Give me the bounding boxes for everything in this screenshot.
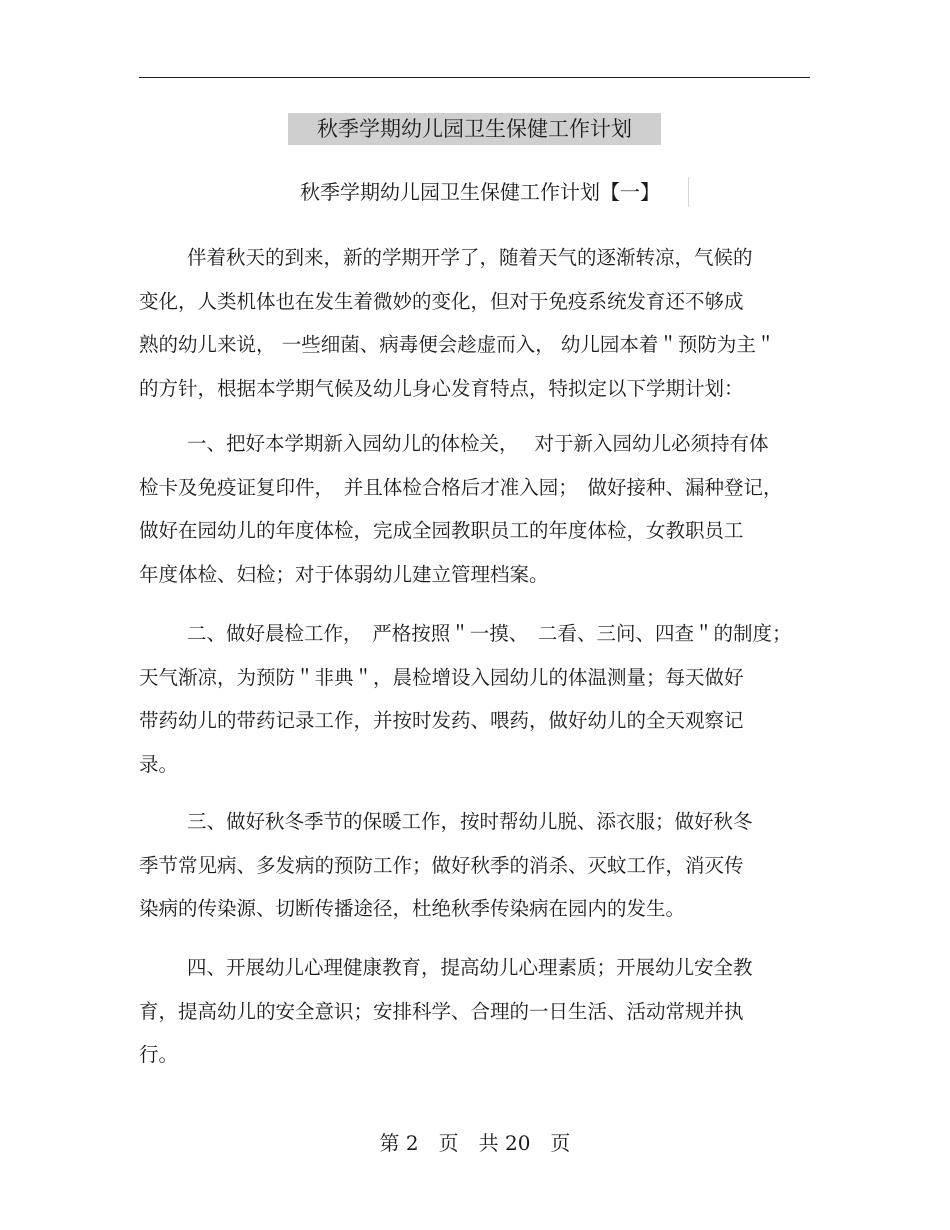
paragraph-line: 的方针，根据本学期气候及幼儿身心发育特点，特拟定以下学期计划： xyxy=(139,376,744,400)
paragraph-line: 熟的幼儿来说， 一些细菌、病毒便会趁虚而入， 幼儿园本着＂预防为主＂ xyxy=(139,333,776,356)
paragraph-line: 伴着秋天的到来，新的学期开学了，随着天气的逐渐转凉，气候的 xyxy=(187,246,753,269)
paragraph-line: 做好在园幼儿的年度体检，完成全园教职员工的年度体检，女教职员工 xyxy=(139,519,744,542)
paragraph-line: 录。 xyxy=(139,752,179,776)
paragraph-line: 育，提高幼儿的安全意识；安排科学、合理的一日生活、活动常规并执 xyxy=(139,999,744,1023)
paragraph-line: 行。 xyxy=(139,1043,179,1066)
page-number-footer: 第 2 页 共 20 页 xyxy=(379,1131,571,1155)
paragraph-line: 变化，人类机体也在发生着微妙的变化，但对于免疫系统发育还不够成 xyxy=(139,289,744,313)
paragraph-line: 染病的传染源、切断传播途径，杜绝秋季传染病在园内的发生。 xyxy=(139,897,686,920)
paragraph-section-3 xyxy=(139,800,819,931)
paragraph-line: 季节常见病、多发病的预防工作；做好秋季的消杀、灭蚊工作，消灭传 xyxy=(139,853,744,877)
paragraph-section-4 xyxy=(139,946,819,1077)
paragraph-line: 一、把好本学期新入园幼儿的体检关， 对于新入园幼儿必须持有体 xyxy=(187,432,769,455)
paragraph-line: 三、做好秋冬季节的保暖工作，按时帮幼儿脱、添衣服；做好秋冬 xyxy=(187,810,753,833)
document-subtitle: 秋季学期幼儿园卫生保健工作计划【一】 xyxy=(300,177,689,207)
paragraph-intro xyxy=(139,236,819,410)
paragraph-line: 二、做好晨检工作， 严格按照＂一摸、 二看、三问、四查＂的制度； xyxy=(187,622,792,645)
paragraph-section-2 xyxy=(139,612,819,786)
paragraph-section-1 xyxy=(139,422,819,596)
document-title: 秋季学期幼儿园卫生保健工作计划 xyxy=(288,113,661,145)
paragraph-line: 四、开展幼儿心理健康教育，提高幼儿心理素质；开展幼儿安全教 xyxy=(187,956,753,979)
paragraph-line: 天气渐凉，为预防＂非典＂，晨检增设入园幼儿的体温测量；每天做好 xyxy=(139,665,744,689)
header-rule xyxy=(139,77,810,78)
paragraph-line: 检卡及免疫证复印件， 并且体检合格后才准入园； 做好接种、漏种登记， xyxy=(139,475,783,499)
paragraph-line: 年度体检、妇检；对于体弱幼儿建立管理档案。 xyxy=(139,562,549,586)
paragraph-line: 带药幼儿的带药记录工作，并按时发药、喂药，做好幼儿的全天观察记 xyxy=(139,709,744,732)
